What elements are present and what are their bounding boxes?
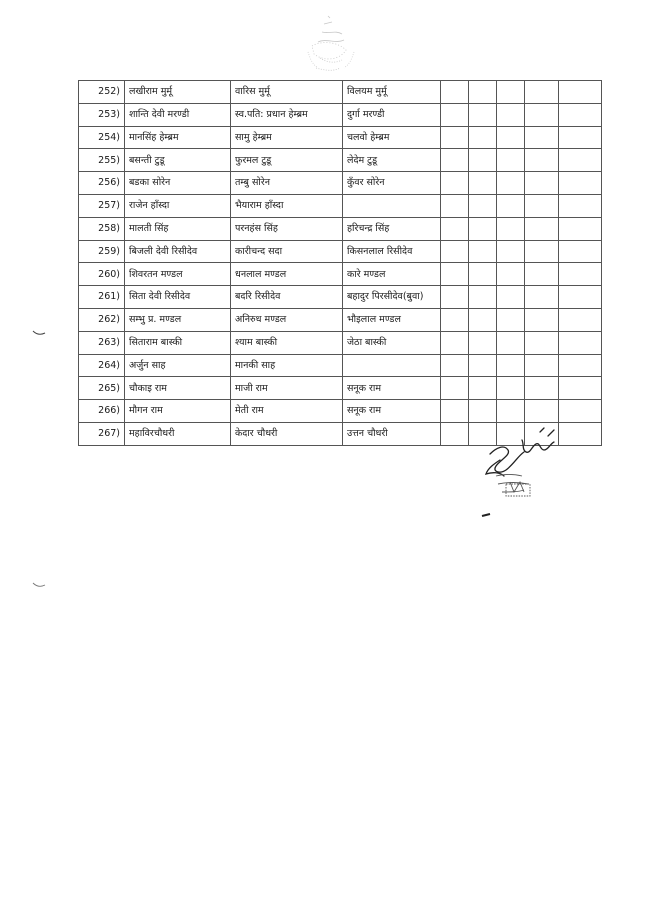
empty-cell bbox=[559, 308, 602, 331]
empty-cell bbox=[469, 354, 497, 377]
faint-stamp-mark bbox=[300, 12, 360, 82]
table-row bbox=[79, 286, 602, 309]
empty-cell bbox=[469, 126, 497, 149]
guardian-name-cell: केदार चौधरी bbox=[231, 422, 343, 445]
table-row bbox=[79, 217, 602, 240]
empty-cell bbox=[441, 103, 469, 126]
empty-cell bbox=[441, 217, 469, 240]
empty-cell bbox=[441, 240, 469, 263]
guardian-name-cell: वारिस मुर्मू bbox=[231, 81, 343, 104]
empty-cell bbox=[525, 217, 559, 240]
guardian-name-cell: श्याम बास्की bbox=[231, 331, 343, 354]
empty-cell bbox=[441, 422, 469, 445]
empty-cell bbox=[559, 263, 602, 286]
empty-cell bbox=[441, 377, 469, 400]
serial-number-cell: 252) bbox=[79, 81, 125, 104]
empty-cell bbox=[441, 263, 469, 286]
serial-number-cell: 261) bbox=[79, 286, 125, 309]
margin-punch-mark bbox=[32, 329, 46, 337]
empty-cell bbox=[497, 103, 525, 126]
table-row bbox=[79, 126, 602, 149]
guardian-name-cell: परनहंस सिंह bbox=[231, 217, 343, 240]
empty-cell bbox=[441, 126, 469, 149]
handwritten-signature-stamp bbox=[470, 410, 580, 520]
table-row bbox=[79, 103, 602, 126]
empty-cell bbox=[469, 149, 497, 172]
empty-cell bbox=[469, 331, 497, 354]
empty-cell bbox=[497, 240, 525, 263]
serial-number-cell: 265) bbox=[79, 377, 125, 400]
guardian-name-cell: कारीचन्द सदा bbox=[231, 240, 343, 263]
relative-name-cell: बहादुर पिरसीदेव(बुवा) bbox=[343, 286, 441, 309]
empty-cell bbox=[497, 126, 525, 149]
empty-cell bbox=[441, 331, 469, 354]
table-row bbox=[79, 331, 602, 354]
guardian-name-cell: माजी राम bbox=[231, 377, 343, 400]
name-cell: लखीराम मुर्मू bbox=[125, 81, 231, 104]
name-cell: अर्जुन साह bbox=[125, 354, 231, 377]
empty-cell bbox=[469, 308, 497, 331]
table-row bbox=[79, 172, 602, 195]
empty-cell bbox=[497, 354, 525, 377]
guardian-name-cell: मानकी साह bbox=[231, 354, 343, 377]
empty-cell bbox=[497, 149, 525, 172]
empty-cell bbox=[497, 194, 525, 217]
empty-cell bbox=[469, 377, 497, 400]
relative-name-cell: उत्तन चौधरी bbox=[343, 422, 441, 445]
empty-cell bbox=[441, 194, 469, 217]
serial-number-cell: 258) bbox=[79, 217, 125, 240]
name-cell: चौकाइ राम bbox=[125, 377, 231, 400]
serial-number-cell: 256) bbox=[79, 172, 125, 195]
empty-cell bbox=[525, 331, 559, 354]
serial-number-cell: 263) bbox=[79, 331, 125, 354]
register-body bbox=[79, 81, 602, 446]
serial-number-cell: 254) bbox=[79, 126, 125, 149]
empty-cell bbox=[469, 286, 497, 309]
serial-number-cell: 255) bbox=[79, 149, 125, 172]
relative-name-cell: चलवो हेम्ब्रम bbox=[343, 126, 441, 149]
empty-cell bbox=[525, 308, 559, 331]
table-row bbox=[79, 194, 602, 217]
serial-number-cell: 264) bbox=[79, 354, 125, 377]
empty-cell bbox=[469, 240, 497, 263]
table-row bbox=[79, 240, 602, 263]
name-cell: शान्ति देवी मरण्डी bbox=[125, 103, 231, 126]
empty-cell bbox=[441, 81, 469, 104]
guardian-name-cell: बदरि रिसीदेव bbox=[231, 286, 343, 309]
guardian-name-cell: फुरमल टुडू bbox=[231, 149, 343, 172]
empty-cell bbox=[441, 400, 469, 423]
table-row bbox=[79, 263, 602, 286]
name-cell: सिता देवी रिसीदेव bbox=[125, 286, 231, 309]
empty-cell bbox=[559, 217, 602, 240]
relative-name-cell: कारे मण्डल bbox=[343, 263, 441, 286]
empty-cell bbox=[497, 217, 525, 240]
empty-cell bbox=[525, 149, 559, 172]
empty-cell bbox=[525, 240, 559, 263]
table-row bbox=[79, 149, 602, 172]
table-row bbox=[79, 308, 602, 331]
empty-cell bbox=[497, 81, 525, 104]
name-cell: शिवरतन मण्डल bbox=[125, 263, 231, 286]
guardian-name-cell: भैयाराम हाँस्दा bbox=[231, 194, 343, 217]
name-cell: राजेन हाँस्दा bbox=[125, 194, 231, 217]
relative-name-cell: भौइलाल मण्डल bbox=[343, 308, 441, 331]
table-row bbox=[79, 354, 602, 377]
empty-cell bbox=[525, 354, 559, 377]
name-cell: बिजली देवी रिसीदेव bbox=[125, 240, 231, 263]
empty-cell bbox=[525, 263, 559, 286]
table-row bbox=[79, 377, 602, 400]
empty-cell bbox=[497, 172, 525, 195]
empty-cell bbox=[469, 217, 497, 240]
empty-cell bbox=[559, 81, 602, 104]
name-cell: सम्भु प्र. मण्डल bbox=[125, 308, 231, 331]
empty-cell bbox=[559, 377, 602, 400]
relative-name-cell: लेदेम टुडू bbox=[343, 149, 441, 172]
guardian-name-cell: सामु हेम्ब्रम bbox=[231, 126, 343, 149]
name-cell: मालती सिंह bbox=[125, 217, 231, 240]
guardian-name-cell: धनलाल मण्डल bbox=[231, 263, 343, 286]
empty-cell bbox=[525, 194, 559, 217]
voter-register-table bbox=[78, 80, 602, 446]
name-cell: महाविरचौधरी bbox=[125, 422, 231, 445]
serial-number-cell: 253) bbox=[79, 103, 125, 126]
empty-cell bbox=[497, 286, 525, 309]
empty-cell bbox=[525, 286, 559, 309]
empty-cell bbox=[441, 149, 469, 172]
relative-name-cell bbox=[343, 354, 441, 377]
empty-cell bbox=[497, 331, 525, 354]
empty-cell bbox=[497, 377, 525, 400]
empty-cell bbox=[559, 172, 602, 195]
empty-cell bbox=[469, 103, 497, 126]
empty-cell bbox=[469, 172, 497, 195]
empty-cell bbox=[441, 172, 469, 195]
name-cell: बसन्ती टुडू bbox=[125, 149, 231, 172]
empty-cell bbox=[525, 377, 559, 400]
relative-name-cell: सनूक राम bbox=[343, 377, 441, 400]
relative-name-cell: सनूक राम bbox=[343, 400, 441, 423]
table-row bbox=[79, 81, 602, 104]
relative-name-cell: किसनलाल रिसीदेव bbox=[343, 240, 441, 263]
serial-number-cell: 259) bbox=[79, 240, 125, 263]
empty-cell bbox=[559, 149, 602, 172]
relative-name-cell bbox=[343, 194, 441, 217]
relative-name-cell: दुर्गा मरण्डी bbox=[343, 103, 441, 126]
empty-cell bbox=[469, 263, 497, 286]
empty-cell bbox=[559, 240, 602, 263]
empty-cell bbox=[559, 331, 602, 354]
name-cell: बडका सोरेन bbox=[125, 172, 231, 195]
name-cell: मानसिंह हेम्ब्रम bbox=[125, 126, 231, 149]
guardian-name-cell: मेती राम bbox=[231, 400, 343, 423]
empty-cell bbox=[525, 126, 559, 149]
empty-cell bbox=[525, 103, 559, 126]
serial-number-cell: 260) bbox=[79, 263, 125, 286]
serial-number-cell: 257) bbox=[79, 194, 125, 217]
empty-cell bbox=[525, 172, 559, 195]
empty-cell bbox=[525, 81, 559, 104]
empty-cell bbox=[559, 354, 602, 377]
empty-cell bbox=[469, 194, 497, 217]
empty-cell bbox=[497, 308, 525, 331]
empty-cell bbox=[497, 263, 525, 286]
relative-name-cell: जेठा बास्की bbox=[343, 331, 441, 354]
empty-cell bbox=[559, 126, 602, 149]
guardian-name-cell: अनिरुध मण्डल bbox=[231, 308, 343, 331]
empty-cell bbox=[441, 354, 469, 377]
name-cell: मौगन राम bbox=[125, 400, 231, 423]
empty-cell bbox=[559, 286, 602, 309]
serial-number-cell: 266) bbox=[79, 400, 125, 423]
serial-number-cell: 267) bbox=[79, 422, 125, 445]
empty-cell bbox=[469, 81, 497, 104]
name-cell: सिताराम बास्की bbox=[125, 331, 231, 354]
relative-name-cell: विलयम मुर्मू bbox=[343, 81, 441, 104]
empty-cell bbox=[559, 103, 602, 126]
margin-punch-mark bbox=[32, 581, 46, 589]
relative-name-cell: कुँवर सोरेन bbox=[343, 172, 441, 195]
serial-number-cell: 262) bbox=[79, 308, 125, 331]
empty-cell bbox=[441, 286, 469, 309]
guardian-name-cell: स्व.पति: प्रधान हेम्ब्रम bbox=[231, 103, 343, 126]
empty-cell bbox=[441, 308, 469, 331]
empty-cell bbox=[559, 194, 602, 217]
guardian-name-cell: तम्बु सोरेन bbox=[231, 172, 343, 195]
relative-name-cell: हरिचन्द्र सिंह bbox=[343, 217, 441, 240]
